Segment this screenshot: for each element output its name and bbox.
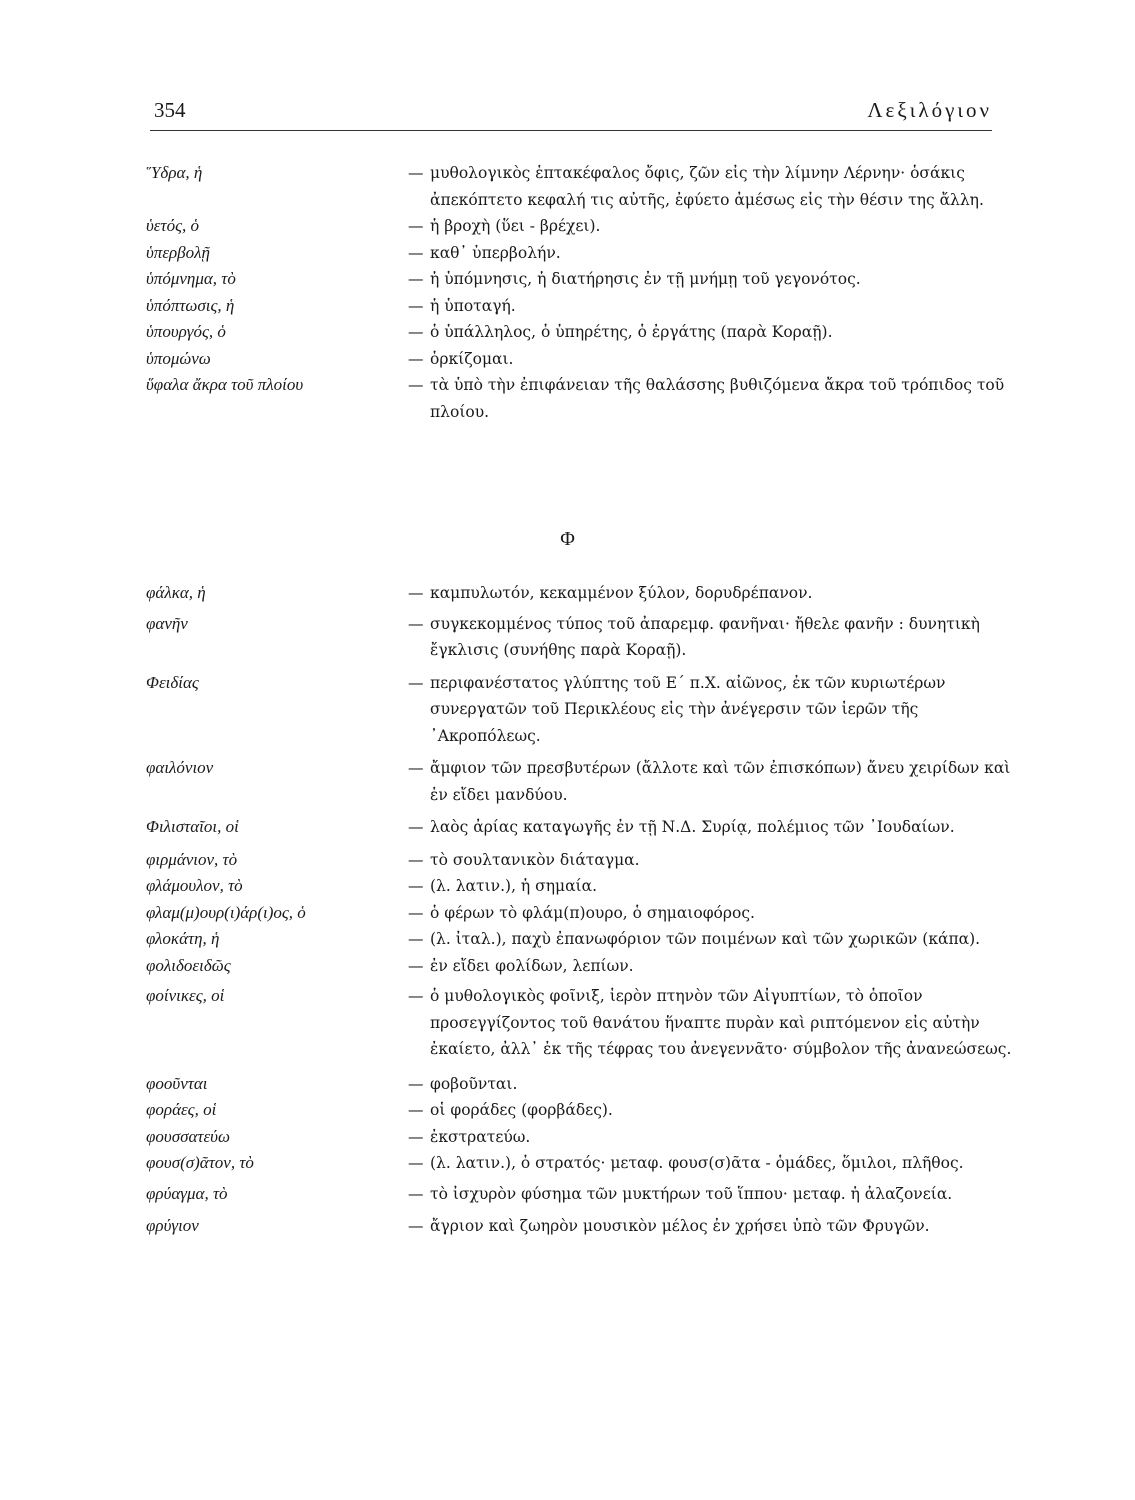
entry-definition: [408, 900, 1016, 927]
entry-definition-text: ἡ βροχὴ (ὕει - βρέχει).: [430, 217, 601, 235]
entry-definition-text: ἡ ὑπόμνησις, ἡ διατήρησις ἐν τῇ μνήμῃ τοῦ γεγονότος.: [430, 270, 861, 288]
entry-definition-text: ὁρκίζομαι.: [430, 349, 514, 368]
glossary-entry: [146, 983, 1016, 1063]
entry-definition: [408, 926, 1016, 953]
entry-term: ὑπόμνημα, τὸ: [146, 269, 236, 288]
entry-dash: —: [408, 1154, 424, 1172]
entry-definition-text: οἱ φοράδες (φορβάδες).: [430, 1101, 613, 1119]
entry-definition-text: (λ. λατιν.), ὁ στρατός· μεταφ. φουσ(σ)ᾶτα - ὁμάδες, ὅμιλοι, πλῆθος.: [430, 1154, 964, 1172]
glossary-entry: [146, 611, 1016, 664]
entry-dash: —: [408, 349, 424, 368]
entry-term: ὑετός, ὁ: [146, 216, 199, 235]
entry-dash: —: [408, 818, 424, 836]
entry-dash: —: [408, 217, 424, 235]
entry-dash: —: [408, 1101, 424, 1119]
entry-definition: [408, 1097, 1016, 1124]
entry-definition: [408, 213, 1016, 240]
glossary-entry: [146, 873, 1016, 900]
glossary-entry: [146, 372, 1016, 425]
entry-dash: —: [408, 956, 424, 975]
glossary-entry: [146, 953, 1016, 980]
page-number: 354: [154, 98, 186, 122]
entry-dash: —: [408, 1127, 424, 1146]
entry-dash: —: [408, 376, 424, 394]
entry-term: φρύγιον: [146, 1216, 199, 1235]
entry-definition: [408, 346, 1016, 373]
entry-definition-text: συγκεκομμένος τύπος τοῦ ἀπαρεμφ. φανῆναι· ἤθελε φανῆν : δυνητικὴ ἔγκλισις (συνήθης παρὰ Κοραῇ).: [430, 614, 980, 659]
entry-term: ὑπουργός, ὁ: [146, 322, 226, 341]
entry-definition-text: ὁ μυθολογικὸς φοῖνιξ, ἱερὸν πτηνὸν τῶν Αἰγυπτίων, τὸ ὁποῖον προσεγγίζοντος τοῦ θανάτου ἥναπτε πυρὰν καὶ ριπτόμενον εἰς αὐτὴν ἐκαίετο, ἀλλ᾽ ἐκ τῆς τέφρας του ἀνεγεννᾶτο· σύμβολον τῆς ἀνανεώσεως.: [430, 987, 1012, 1058]
glossary-entry: [146, 266, 1016, 293]
entry-term: φαιλόνιον: [146, 758, 214, 777]
entry-definition-text: ὁ ὑπάλληλος, ὁ ὑπηρέτης, ὁ ἐργάτης (παρὰ Κοραῇ).: [430, 323, 833, 341]
entry-definition: [408, 1150, 1016, 1177]
entry-definition: [408, 814, 1016, 841]
entry-definition-text: μυθολογικὸς ἑπτακέφαλος ὄφις, ζῶν εἰς τὴν λίμνην Λέρνην· ὁσάκις ἀπεκόπτετο κεφαλή τις αὐτῆς, ἐφύετο ἀμέσως εἰς τὴν θέσιν της ἄλλη.: [430, 164, 984, 209]
entry-definition-text: ἄμφιον τῶν πρεσβυτέρων (ἄλλοτε καὶ τῶν ἐπισκόπων) ἄνευ χειρίδων καὶ ἐν εἴδει μανδύου.: [430, 759, 1011, 804]
entry-dash: —: [408, 270, 424, 288]
entry-definition-text: τὰ ὑπὸ τὴν ἐπιφάνειαν τῆς θαλάσσης βυθιζόμενα ἄκρα τοῦ τρόπιδος τοῦ πλοίου.: [430, 376, 1005, 421]
entry-term: ὑπόπτωσις, ἡ: [146, 295, 235, 315]
entry-definition-text: ἐκστρατεύω.: [430, 1127, 531, 1146]
page-title: Λεξιλόγιον: [867, 98, 992, 122]
glossary-entry: [146, 1124, 1016, 1151]
entry-term: φανῆν: [146, 613, 188, 633]
entry-term: φλαμ(μ)ουρ(ι)άρ(ι)ος, ὁ: [146, 902, 306, 922]
entry-definition: [408, 372, 1016, 425]
glossary-section-phi: [146, 580, 1016, 1240]
entry-definition: [408, 983, 1016, 1063]
entry-term: ὑπερβολῇ: [146, 242, 210, 262]
page-header: [150, 98, 992, 128]
entry-definition-text: ἐν εἴδει φολίδων, λεπίων.: [430, 956, 634, 975]
entry-term: φάλκα, ἡ: [146, 583, 206, 602]
entry-definition: [408, 319, 1016, 346]
entry-definition-text: περιφανέστατος γλύπτης τοῦ Ε΄ π.Χ. αἰῶνος, ἐκ τῶν κυριωτέρων συνεργατῶν τοῦ Περικλέους εἰς τὴν ἀνέγερσιν τῶν ἱερῶν τῆς ᾿Ακροπόλεως.: [430, 673, 946, 745]
entry-definition-text: καθ᾽ ὑπερβολήν.: [430, 243, 561, 262]
glossary-entry: [146, 240, 1016, 267]
entry-term: φρύαγμα, τὸ: [146, 1183, 228, 1203]
entry-dash: —: [408, 930, 424, 948]
entry-term: φολιδοειδῶς: [146, 955, 231, 975]
glossary-entry: [146, 1097, 1016, 1124]
glossary-entry: [146, 1181, 1016, 1208]
entry-dash: —: [408, 877, 424, 895]
entry-definition: [408, 847, 1016, 874]
entry-dash: —: [408, 323, 424, 341]
entry-term: ὑπομώνω: [146, 348, 211, 368]
entry-term: φοοῦνται: [146, 1073, 208, 1093]
entry-dash: —: [408, 243, 424, 262]
entry-dash: —: [408, 987, 424, 1005]
entry-term: φουσ(σ)ᾶτον, τὸ: [146, 1153, 254, 1172]
entry-term: φιρμάνιον, τὸ: [146, 849, 238, 869]
entry-term: φλοκάτη, ἡ: [146, 929, 220, 948]
entry-dash: —: [408, 1074, 424, 1093]
entry-term: Φιλισταῖοι, οἱ: [146, 817, 239, 836]
entry-dash: —: [408, 164, 424, 182]
entry-dash: —: [408, 1184, 424, 1203]
entry-dash: —: [408, 584, 424, 602]
entry-definition: [408, 1071, 1016, 1098]
entry-term: φλάμουλον, τὸ: [146, 876, 243, 895]
entry-definition-text: λαὸς ἀρίας καταγωγῆς ἐν τῇ Ν.Δ. Συρίᾳ, πολέμιος τῶν ᾿Ιουδαίων.: [430, 818, 955, 836]
glossary-entry: [146, 213, 1016, 240]
entry-definition: [408, 1124, 1016, 1151]
glossary-section-upsilon: [146, 160, 1016, 425]
entry-term: Ὕδρα, ἡ: [146, 163, 203, 182]
entry-dash: —: [408, 759, 424, 777]
entry-definition: [408, 873, 1016, 900]
section-letter: Φ: [560, 528, 575, 550]
entry-definition: [408, 240, 1016, 267]
entry-definition: [408, 953, 1016, 980]
entry-definition-text: καμπυλωτόν, κεκαμμένον ξύλον, δορυδρέπανον.: [430, 584, 813, 602]
glossary-entry: [146, 926, 1016, 953]
entry-definition-text: φοβοῦνται.: [430, 1074, 518, 1093]
glossary-entry: [146, 814, 1016, 841]
entry-term: ὕφαλα ἄκρα τοῦ πλοίου: [146, 375, 304, 394]
entry-definition-text: ἄγριον καὶ ζωηρὸν μουσικὸν μέλος ἐν χρήσει ὑπὸ τῶν Φρυγῶν.: [430, 1217, 930, 1235]
entry-term: φοίνικες, οἱ: [146, 986, 225, 1005]
glossary-entry: [146, 293, 1016, 320]
glossary-entry: [146, 1213, 1016, 1240]
entry-definition: [408, 580, 1016, 607]
entry-definition: [408, 1181, 1016, 1208]
entry-definition-text: ἡ ὑποταγή.: [430, 296, 516, 315]
entry-definition: [408, 670, 1016, 750]
glossary-entry: [146, 580, 1016, 607]
entry-definition: [408, 160, 1016, 213]
glossary-entry: [146, 346, 1016, 373]
entry-definition: [408, 293, 1016, 320]
entry-dash: —: [408, 673, 424, 692]
glossary-entry: [146, 319, 1016, 346]
glossary-entry: [146, 1150, 1016, 1177]
entry-definition: [408, 1213, 1016, 1240]
entry-dash: —: [408, 903, 424, 922]
glossary-entry: [146, 1071, 1016, 1098]
entry-term: φοράες, οἱ: [146, 1100, 217, 1119]
glossary-entry: [146, 900, 1016, 927]
entry-dash: —: [408, 850, 424, 869]
entry-definition-text: τὸ ἰσχυρὸν φύσημα τῶν μυκτήρων τοῦ ἵππου· μεταφ. ἡ ἀλαζονεία.: [430, 1184, 953, 1203]
entry-definition-text: (λ. λατιν.), ἡ σημαία.: [430, 877, 598, 895]
glossary-entry: [146, 670, 1016, 750]
glossary-entry: [146, 160, 1016, 213]
entry-definition: [408, 266, 1016, 293]
glossary-entry: [146, 755, 1016, 808]
entry-definition-text: τὸ σουλτανικὸν διάταγμα.: [430, 850, 640, 869]
entry-term: Φειδίας: [146, 672, 199, 692]
entry-definition: [408, 611, 1016, 664]
glossary-entry: [146, 847, 1016, 874]
entry-term: φουσσατεύω: [146, 1126, 230, 1146]
entry-definition: [408, 755, 1016, 808]
entry-dash: —: [408, 296, 424, 315]
entry-dash: —: [408, 614, 424, 633]
entry-dash: —: [408, 1217, 424, 1235]
header-rule: [150, 130, 992, 131]
entry-definition-text: ὁ φέρων τὸ φλάμ(π)ουρο, ὁ σημαιοφόρος.: [430, 903, 755, 922]
entry-definition-text: (λ. ἰταλ.), παχὺ ἐπανωφόριον τῶν ποιμένων καὶ τῶν χωρικῶν (κάπα).: [430, 930, 981, 948]
